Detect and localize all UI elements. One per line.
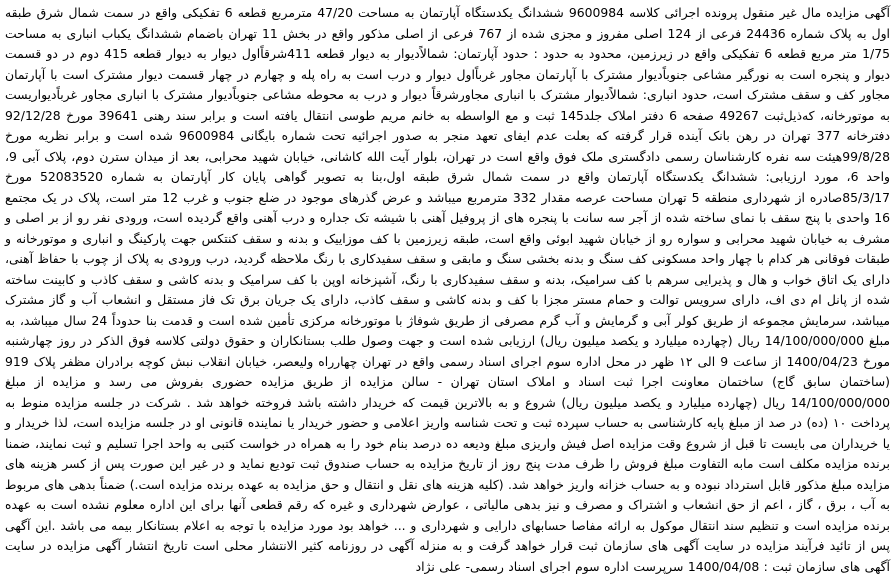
auction-notice-page [5,3,891,574]
auction-notice-text: آگهی مزایده مال غیر منقول پرونده اجرائی کلاسه 9600984 ششدانگ یکدستگاه آپارتمان به مساحت 47/20 مترمربع قطعه 6 تفکیکی واقع در سمت شمال شرق طبقه اول به پلاک شماره 24436 فرعی از 124 اصلی مفروز و مجزی شده از 767 فرعی از اصلی مذکور واقع در بخش 11 تهران باضمام ششدانگ یکباب انباری به مساحت 1/75 متر مربع قطعه 6 تفکیکی واقع در زیرزمین، محدود به حدود : حدود آپارتمان: شمالاًدیوار به دیوار قطعه 411شرقاًاول دیوار به دیوار قطعه 415 دوم در دو قسمت دیوار و پنجره است به نورگیر مشاعی جنوباًدیوار مشترک با آپارتمان مجاور غرباًاول دیوار و درب است به راه پله و چهارم در چهار قسمت دیوار مشترک است با آپارتمان مجاور کف و سقف مشترک است، حدود انباری: شمالاًدیوار مشترک با انباری مجاورشرقاً دیوار و درب به محوطه مشاعی جنوباًدیوار مشترک با انباری مجاور غرباًدیواریست به موتورخانه، که‌ذیل‌ثبت 49267 صفحه 6 دفتر املاک جلد145 ثبت و مع الواسطه به خانم مریم طوسی انتقال یافته است و برابر سند رهنی 39641 مورخ 92/12/28 دفترخانه 377 تهران در رهن بانک آینده قرار گرفته که بعلت عدم ایفای تعهد منجر به صدور اجرائیه تحت شماره بایگانی 9600984 شده است و برابر نظریه مورخ 99/8/28هیئت سه نفره کارشناسان رسمی دادگستری ملک فوق واقع است در تهران، بلوار آیت الله کاشانی، خیابان شهید محرابی، بعد از میدان سترن دوم، پلاک آبی 9، واحد 6، مورد ارزیابی: ششدانگ یکدستگاه آپارتمان واقع در سمت شمال شرق طبقه اول،بنا به تصویر گواهی پایان کار آپارتمان به شماره 52083520 مورخ 85/3/17صادره از شهرداری منطقه 5 تهران مساحت عرصه مقدار 332 مترمربع میباشد و عرض گذرهای موجود در ضلع جنوب و غرب 12 متر است، پلاک در یک مجتمع 16 واحدی با پنج سقف با نمای ساخته شده از آجر سه سانت با پنجره های از پروفیل آهنی با شیشه تک جداره و درب آهنی واقع گردیده است، ورودی نفر رو از بر اصلی و مشرف به خیابان شهید محرابی و سواره رو از خیابان شهید ابوئی واقع است، طبقه زیرزمین با کف موزاییک و بدنه و سقف کنتکس جهت پارکینگ و انباری و موتورخانه و طبقات فوقانی هر کدام با چهار واحد مسکونی کف سنگ و بدنه بخشی سنگ و مابقی و سقف سفیدکاری با رنگ ملاحظه گردید، درب ورودی به پلاک از چوب با حفاظ آهنی، دارای یک اتاق خواب و هال و پذیرایی سرهم با کف سرامیک، بدنه و سقف سفیدکاری با رنگ، آشپزخانه اوپن با کف سرامیک و بدنه کاشی و سقف کاذب و کابینت ساخته شده از پانل ام دی اف، دارای سرویس توالت و حمام مستر مجزا با کف و بدنه کاشی و سقف کاذب، دارای یک جریان برق تک فاز مستقل و انشعاب آب و گاز مشترک میباشد، سرمایش مجموعه از طریق کولر آبی و گرمایش و آب گرم مصرفی از طریق شوفاژ با موتورخانه مرکزی تأمین شده است و قدمت بنا حدوداً 24 سال میباشد، به مبلغ 14/100/000/000 ریال (چهارده میلیارد و یکصد میلیون ریال) ارزیابی شده است و جهت وصول طلب بستانکاران و حقوق دولتی کلاسه فوق الذکر در روز چهارشنبه مورخ 1400/04/23 از ساعت 9 الی ۱۲ ظهر در محل اداره سوم اجرای اسناد رسمی واقع در تهران چهارراه ولیعصر، خیابان انقلاب نبش کوچه برادران مظفر پلاک 919 (ساختمان سابق گاج) ساختمان معاونت اجرا ثبت اسناد و املاک استان تهران - سالن مزایده از طریق مزایده حضوری بفروش می رسد و مزایده از مبلغ 14/100/000/000 ریال (چهارده میلیارد و یکصد میلیون ریال) شروع و به بالاترین قیمت که خریدار داشته باشد فروخته خواهد شد . شرکت در جلسه مزایده منوط به پرداخت ۱۰ (ده) در صد از مبلغ پایه کارشناسی به حساب سپرده ثبت و تحت شناسه واریز اعلامی و حضور خریدار یا نماینده قانونی او در جلسه مزایده است، لذا خریدار و یا خریداران می بایست تا قبل از شروع وقت مزایده اصل فیش واریزی مبلغ ودیعه ده درصد بنام خود را به همراه در خواست کتبی به واحد اجرا تسلیم و ثبت نمایند، ضمنا برنده مزایده مکلف است مابه التفاوت مبلغ فروش را ظرف مدت پنج روز از تاریخ مزایده به حساب صندوق ثبت تودیع نماید و در غیر این صورت پس از کسر هزینه های مزایده مبلغ مذکور قابل استرداد نبوده و به حساب خزانه واریز خواهد شد. (کلیه هزینه های نقل و انتقال و حق مزایده به عهده برنده مزایده است.) ضمناً بدهی های مربوط به آب ، برق ، گاز ، اعم از حق انشعاب و اشتراک و مصرف و نیز بدهی مالیاتی ، عوارض شهرداری و غیره که رقم قطعی آنها برای این اداره معلوم نشده است به عهده برنده مزایده است و تنظیم سند انتقال موکول به ارائه مفاصا حسابهای دارایی و شهرداری و ... خواهد بود مورد مزایده با توجه به اعلام بستانکار بیمه می باشد .این آگهی پس از تائید فرآیند مزایده در سایت آگهی های سازمان ثبت قرار خواهد گرفت و به منزله آگهی در روزنامه کثیر الانتشار محلی است تاریخ انتشار آگهی مزایده در سایت آگهی های سازمان ثبت : 1400/04/08 سرپرست اداره سوم اجرای اسناد رسمی- علی نژاد [5,5,891,574]
